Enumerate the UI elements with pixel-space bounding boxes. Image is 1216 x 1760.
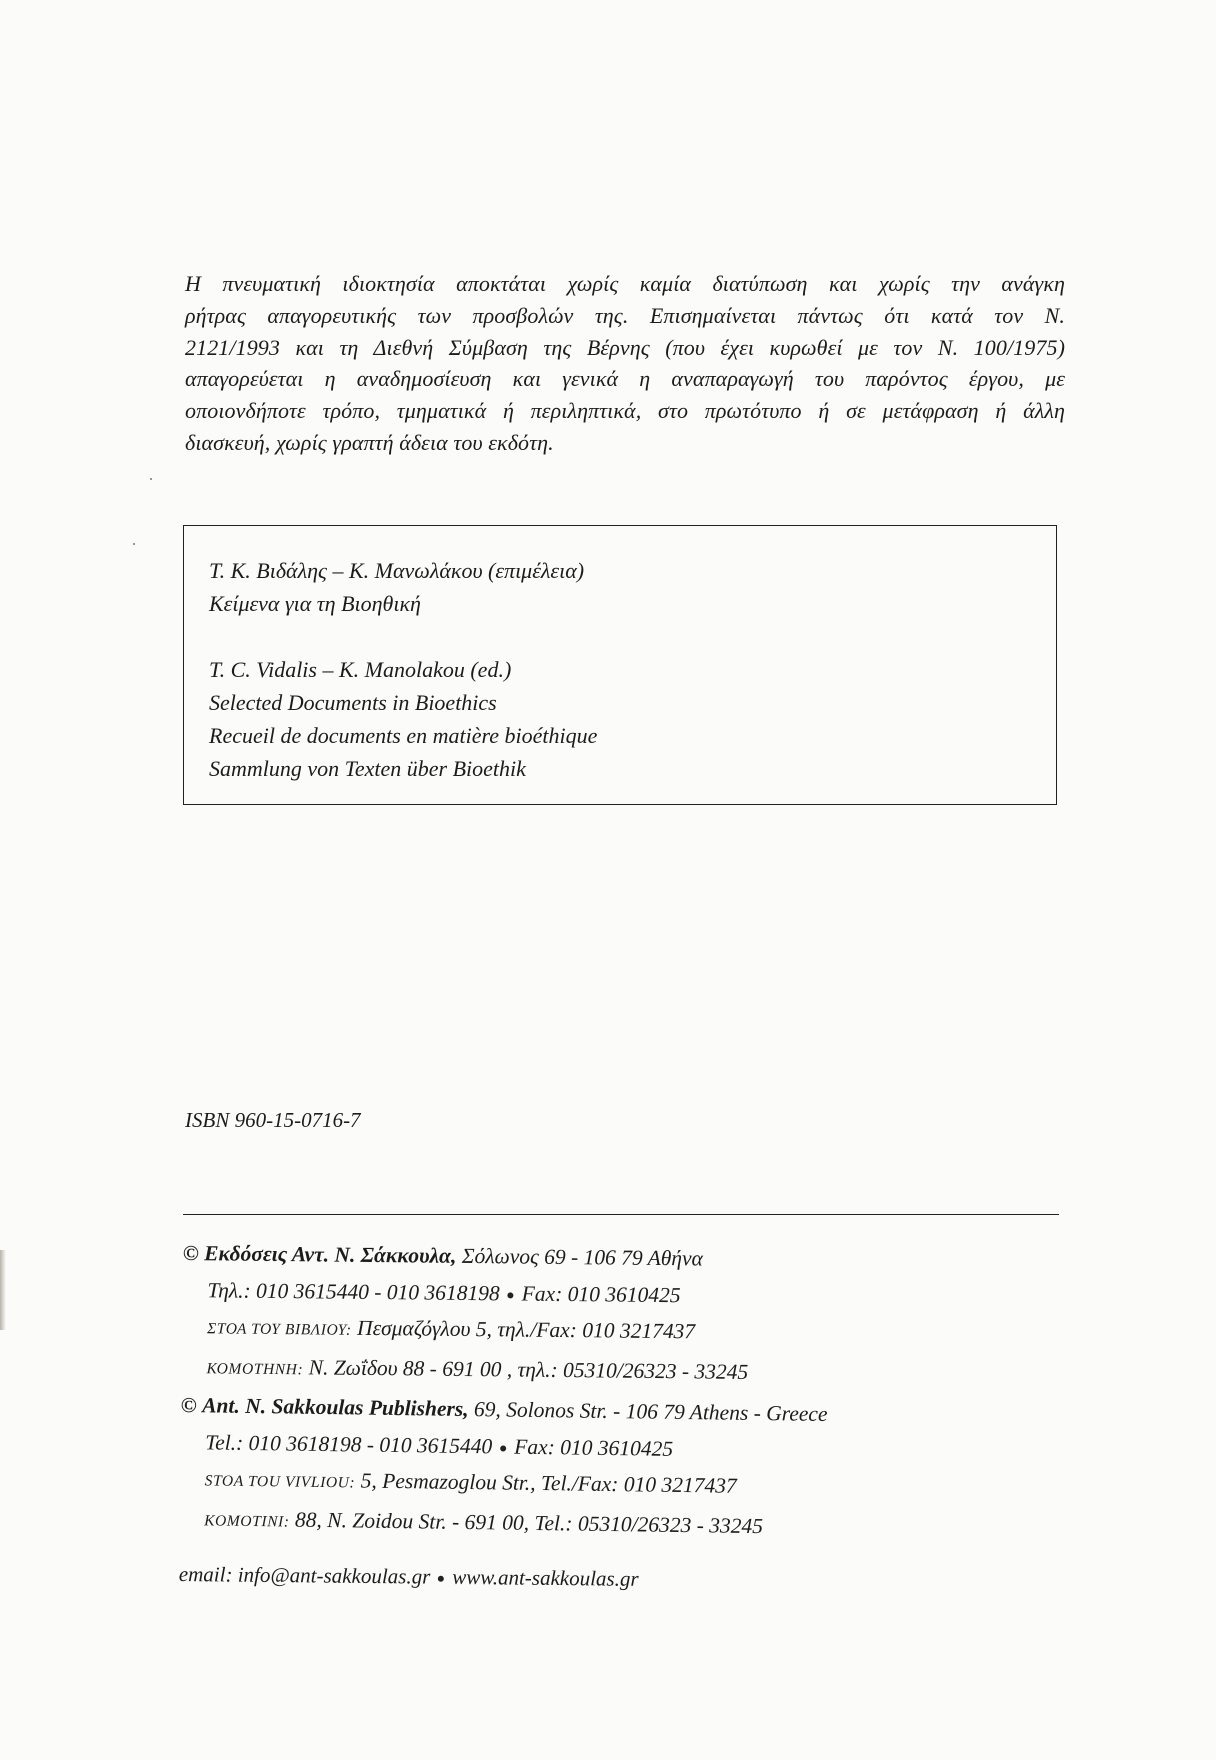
komotini-details: Ν. Ζωΐδου 88 - 691 00 , τηλ.: 05310/26323 - 33245	[303, 1354, 749, 1384]
publisher-greek-fax: Fax: 010 3610425	[521, 1281, 681, 1307]
page-edge-shadow	[0, 1250, 6, 1330]
notice-line: 2121/1993 και τη Διεθνή Σύμβαση της Βέρνης (που έχει κυρωθεί με τον Ν. 100/1975)	[185, 334, 1065, 360]
isbn: ISBN 960-15-0716-7	[185, 1108, 361, 1132]
publisher-greek-komotini-row	[181, 1347, 748, 1392]
english-title: Selected Documents in Bioethics	[209, 690, 497, 715]
publisher-greek-block	[181, 1235, 749, 1393]
komotini-label: KOMOTINI:	[204, 1511, 290, 1531]
publisher-greek-phone: Τηλ.: 010 3615440 - 010 3618198	[207, 1277, 500, 1305]
bullet-separator	[500, 1445, 506, 1451]
greek-editors: Τ. Κ. Βιδάλης – Κ. Μανωλάκου (επιμέλεια)	[209, 558, 585, 583]
greek-title-entry	[209, 554, 584, 620]
publisher-english-fax: Fax: 010 3610425	[514, 1434, 674, 1461]
notice-line: Η πνευματική ιδιοκτησία αποκτάται χωρίς καμία διατύπωση και χωρίς την ανάγκη	[185, 271, 1065, 296]
stray-dot	[150, 478, 152, 480]
publisher-greek-name-row	[183, 1235, 750, 1277]
copyright-symbol: ©	[182, 1240, 199, 1266]
store-details: 5, Pesmazoglou Str., Tel./Fax: 010 3217437	[355, 1468, 737, 1498]
komotini-label: ΚΟΜΟΤΗΝΗ:	[206, 1359, 304, 1378]
copyright-notice	[185, 268, 1065, 459]
divider-rule	[183, 1214, 1059, 1215]
copyright-symbol: ©	[180, 1392, 197, 1418]
store-details: Πεσμαζόγλου 5, τηλ./Fax: 010 3217437	[351, 1315, 696, 1344]
stray-dot	[133, 543, 135, 545]
notice-line: οποιονδήποτε τρόπο, τμηματικά ή περιληπτικά, στο πρωτότυπο ή σε μετάφραση ή άλλη	[185, 398, 1065, 424]
website-url[interactable]: www.ant-sakkoulas.gr	[452, 1564, 639, 1591]
latin-editors: T. C. Vidalis – K. Manolakou (ed.)	[209, 657, 512, 682]
publisher-greek-store-row	[182, 1308, 749, 1353]
latin-title-entry	[209, 653, 597, 785]
publisher-greek-address: Σόλωνος 69 - 106 79 Αθήνα	[456, 1243, 704, 1271]
bullet-separator	[438, 1576, 444, 1582]
publisher-greek-name: Εκδόσεις Αντ. Ν. Σάκκουλα,	[204, 1241, 457, 1268]
email-address[interactable]: email: info@ant-sakkoulas.gr	[178, 1562, 431, 1589]
publisher-english-address: 69, Solonos Str. - 106 79 Athens - Greece	[468, 1397, 828, 1427]
greek-title: Κείμενα για τη Βιοηθική	[209, 591, 421, 616]
bullet-separator	[508, 1292, 514, 1298]
store-label: ΣΤΟΑ ΤΟΥ ΒΙΒΛΙΟΥ:	[206, 1320, 352, 1339]
notice-line: διασκευή, χωρίς γραπτή άδεια του εκδότη.	[185, 429, 554, 455]
notice-line: απαγορεύεται η αναδημοσίευση και γενικά η αναπαραγωγή του παρόντος έργου, με	[185, 366, 1065, 392]
store-label: STOA TOU VIVLIOU:	[204, 1472, 356, 1492]
publisher-english-block	[179, 1387, 828, 1548]
publisher-english-komotini-row	[179, 1499, 826, 1548]
komotini-details: 88, N. Zoidou Str. - 691 00, Tel.: 05310/26323 - 33245	[289, 1507, 764, 1538]
contact-line	[179, 1562, 639, 1592]
german-title: Sammlung von Texten über Bioethik	[209, 756, 526, 781]
publisher-english-name: Ant. N. Sakkoulas Publishers,	[202, 1393, 469, 1422]
catalog-title-box	[183, 525, 1057, 805]
publisher-english-phone: Tel.: 010 3618198 - 010 3615440	[205, 1429, 493, 1458]
french-title: Recueil de documents en matière bioéthique	[209, 723, 598, 748]
notice-line: ρήτρας απαγορευτικής των προσβολών της. Επισημαίνεται πάντως ότι κατά τον Ν.	[185, 302, 1065, 328]
publisher-greek-phone-row	[182, 1271, 749, 1313]
